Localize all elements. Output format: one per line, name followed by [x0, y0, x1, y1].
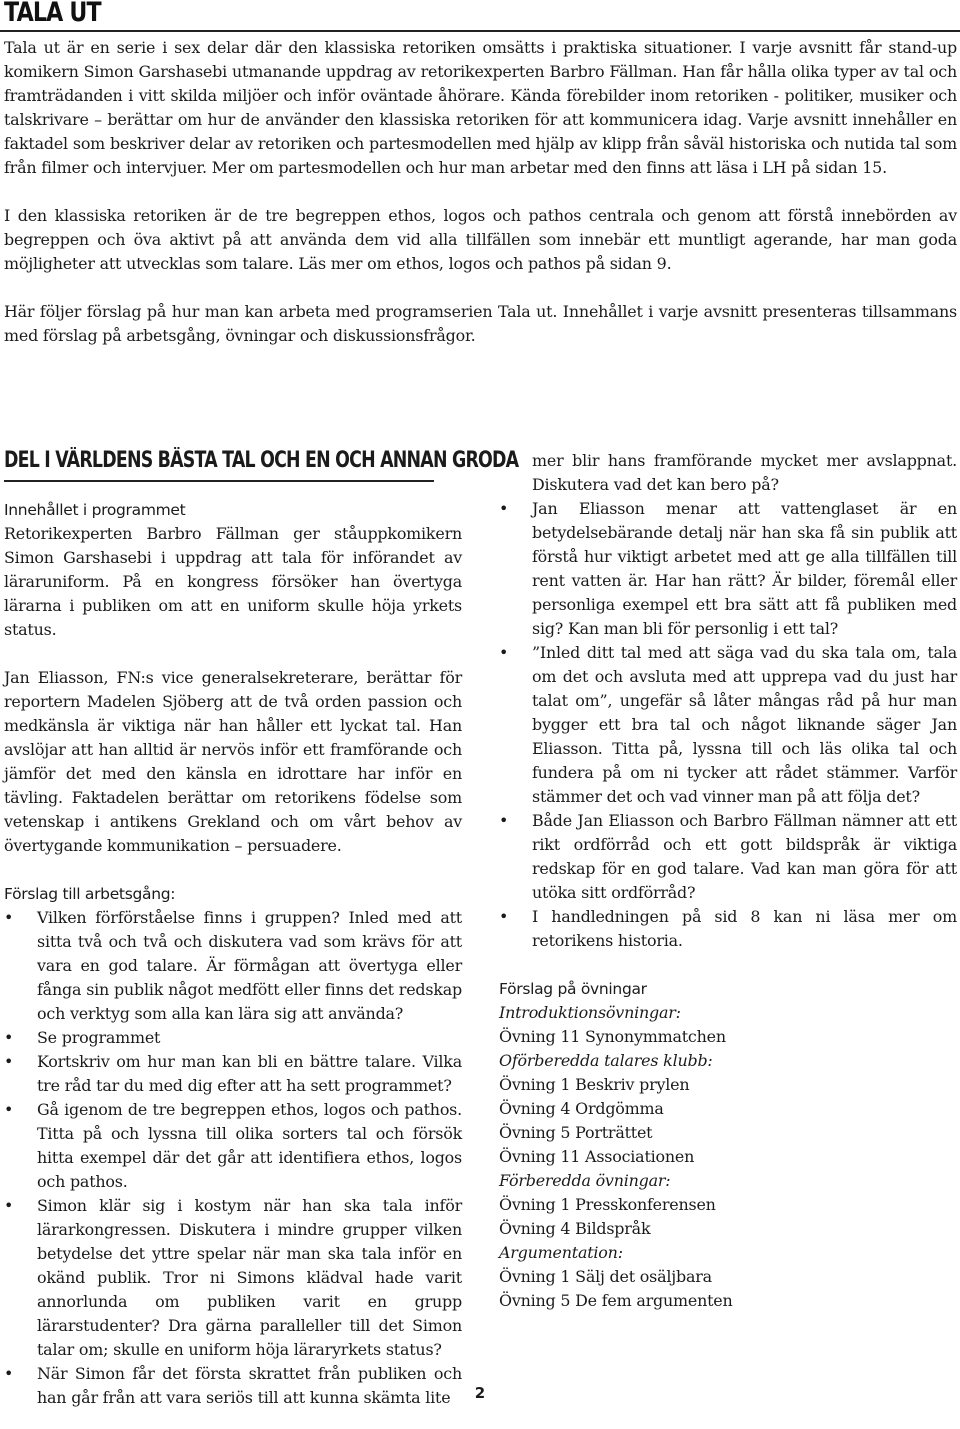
section-title: DEL I VÄRLDENS BÄSTA TAL OCH EN OCH ANNAN GRODA: [4, 448, 519, 473]
workflow-heading: Förslag till arbetsgång:: [4, 885, 176, 903]
list-item-text: Jan Eliasson menar att vattenglaset är en betydelsebärande detalj när han ska få sin publik att förstå hur viktigt arbetet med att ge alla tillfällen till rent vatten är. Har han rätt? Är bilder, föremål eller personliga exempel ett bra sätt att få publiken med sig? Kan man bli för personlig i ett tal?: [532, 499, 957, 638]
bullet-icon: •: [499, 643, 509, 662]
intro-text: [4, 36, 957, 348]
bullet-icon: •: [4, 1052, 14, 1071]
list-item-text: När Simon får det första skrattet från publiken och han går från att vara seriös till att kunna skämta lite: [37, 1364, 462, 1407]
intro-paragraph: Tala ut är en serie i sex delar där den klassiska retoriken omsätts i praktiska situationer. I varje avsnitt får stand-up komikern Simon Garshasebi utmanande uppdrag av retorikexperten Barbro Fällman. Han får hålla olika typer av tal och framträdanden i vitt skilda miljöer och inför oväntade åhörare. Kända förebilder inom retoriken - politiker, musiker och talskrivare – berättar om hur de använder den klassiska retoriken för att kommunicera idag. Varje avsnitt innehåller en faktadel som beskriver delar av retoriken och partesmodellen med hjälp av klipp från såväl historiska och nutida tal som från filmer och intervjuer. Mer om partesmodellen och hur man arbetar med den finns att läsa i LH på sidan 15.: [4, 38, 957, 177]
bullet-icon: •: [4, 908, 14, 927]
exercises-heading: Förslag på övningar: [499, 980, 647, 998]
exercises-list: [499, 1001, 957, 1313]
bullet-icon: •: [4, 1196, 14, 1215]
list-item-text: Se programmet: [37, 1028, 161, 1047]
list-item: [499, 641, 957, 809]
bullet-icon: •: [4, 1364, 14, 1383]
list-item-text: Kortskriv om hur man kan bli en bättre talare. Vilka tre råd tar du med dig efter att ha sett programmet?: [37, 1052, 462, 1095]
list-item: [499, 809, 957, 905]
list-item-text: Gå igenom de tre begreppen ethos, logos och pathos. Titta på och lyssna till olika sorters tal och försök hitta exempel där det går att identifiera ethos, logos och pathos.: [37, 1100, 462, 1191]
workflow-list-continued: [499, 497, 957, 953]
bullet-icon: •: [499, 499, 509, 518]
exercise-category: Introduktionsövningar:: [499, 1003, 681, 1022]
content-paragraph: Jan Eliasson, FN:s vice generalsekreterare, berättar för reportern Madelen Sjöberg att de två orden passion och medkänsla är viktiga när han håller ett lyckat tal. Han avslöjar att han alltid är nervös inför ett framförande och jämför det med den känsla en idrottare har inför en tävling. Faktadelen berättar om retorikens födelse som vetenskap i antikens Grekland och om vårt behov av övertygande kommunikation – persuadere.: [4, 668, 462, 855]
exercise-item: Övning 1 Beskriv prylen: [499, 1075, 690, 1094]
page-title: TALA UT: [4, 0, 101, 28]
exercise-item: Övning 5 De fem argumenten: [499, 1291, 733, 1310]
exercise-item: Övning 4 Ordgömma: [499, 1099, 664, 1118]
left-column: [4, 446, 519, 1410]
list-item-continued: mer blir hans framförande mycket mer avslappnat. Diskutera vad det kan bero på?: [532, 451, 957, 494]
bullet-icon: •: [4, 1028, 14, 1047]
right-column: [499, 449, 957, 1313]
list-item-text: Simon klär sig i kostym när han ska tala inför lärarkongressen. Diskutera i mindre grupper vilken betydelse det yttre spelar när man ska tala inför en okänd publik. Tror ni Simons klädval hade varit annorlunda om publiken varit en grupp lärarstudenter? Dra gärna paralleller till det Simon talar om; skulle en uniform höja läraryrkets status?: [37, 1196, 462, 1359]
list-item: [4, 1194, 462, 1362]
workflow-list: [4, 906, 462, 1410]
exercise-item: Övning 1 Sälj det osäljbara: [499, 1267, 712, 1286]
exercise-category: Argumentation:: [499, 1243, 623, 1262]
list-item: [4, 1026, 462, 1050]
exercise-item: Övning 5 Porträttet: [499, 1123, 653, 1142]
exercise-item: Övning 4 Bildspråk: [499, 1219, 651, 1238]
exercise-item: Övning 11 Associationen: [499, 1147, 695, 1166]
list-item-text: Vilken förförståelse finns i gruppen? Inled med att sitta två och två och diskutera vad som krävs för att vara en god talare. Är förmågan att övertyga eller fånga sin publik något medfött eller finns det redskap och verktyg som alla kan lära sig att använda?: [37, 908, 462, 1023]
title-divider: [0, 30, 960, 32]
list-item: [4, 906, 462, 1026]
exercise-item: Övning 11 Synonymmatchen: [499, 1027, 726, 1046]
exercise-item: Övning 1 Presskonferensen: [499, 1195, 716, 1214]
exercise-category: Förberedda övningar:: [499, 1171, 671, 1190]
list-item: [499, 905, 957, 953]
list-item: [4, 1098, 462, 1194]
content-paragraph: Retorikexperten Barbro Fällman ger ståuppkomikern Simon Garshasebi i uppdrag att tala för införandet av läraruniform. På en kongress försöker han övertyga lärarna i publiken om att en uniform skulle höja yrkets status.: [4, 524, 462, 639]
bullet-icon: •: [499, 811, 509, 830]
list-item: [499, 497, 957, 641]
list-item: [4, 1050, 462, 1098]
section-divider: [4, 480, 434, 482]
list-item-text: I handledningen på sid 8 kan ni läsa mer om retorikens historia.: [532, 907, 957, 950]
list-item-text: ”Inled ditt tal med att säga vad du ska tala om, tala om det och avsluta med att upprepa vad du just har talat om”, ungefär så låter mångas råd på hur man bygger ett bra tal och något liknande säger Jan Eliasson. Titta på, lyssna till och läs olika tal och fundera på om ni tycker att rådet stämmer. Varför stämmer det och vad vinner man på att följa det?: [532, 643, 957, 806]
intro-paragraph: I den klassiska retoriken är de tre begreppen ethos, logos och pathos centrala och genom att förstå innebörden av begreppen och öva aktivt på att använda dem vid alla tillfällen som innebär ett muntligt agerande, har man goda möjligheter att utvecklas som talare. Läs mer om ethos, logos och pathos på sidan 9.: [4, 206, 957, 273]
page-number: 2: [474, 1384, 486, 1402]
bullet-icon: •: [499, 907, 509, 926]
list-item-text: Både Jan Eliasson och Barbro Fällman nämner att ett rikt ordförråd och ett gott bildspråk är viktiga redskap för en god talare. Vad kan man göra för att utöka sitt ordförråd?: [532, 811, 957, 902]
content-heading: Innehållet i programmet: [4, 501, 186, 519]
intro-paragraph: Här följer förslag på hur man kan arbeta med programserien Tala ut. Innehållet i varje avsnitt presenteras tillsammans med förslag på arbetsgång, övningar och diskussionsfrågor.: [4, 302, 957, 345]
exercise-category: Oförberedda talares klubb:: [499, 1051, 713, 1070]
bullet-icon: •: [4, 1100, 14, 1119]
